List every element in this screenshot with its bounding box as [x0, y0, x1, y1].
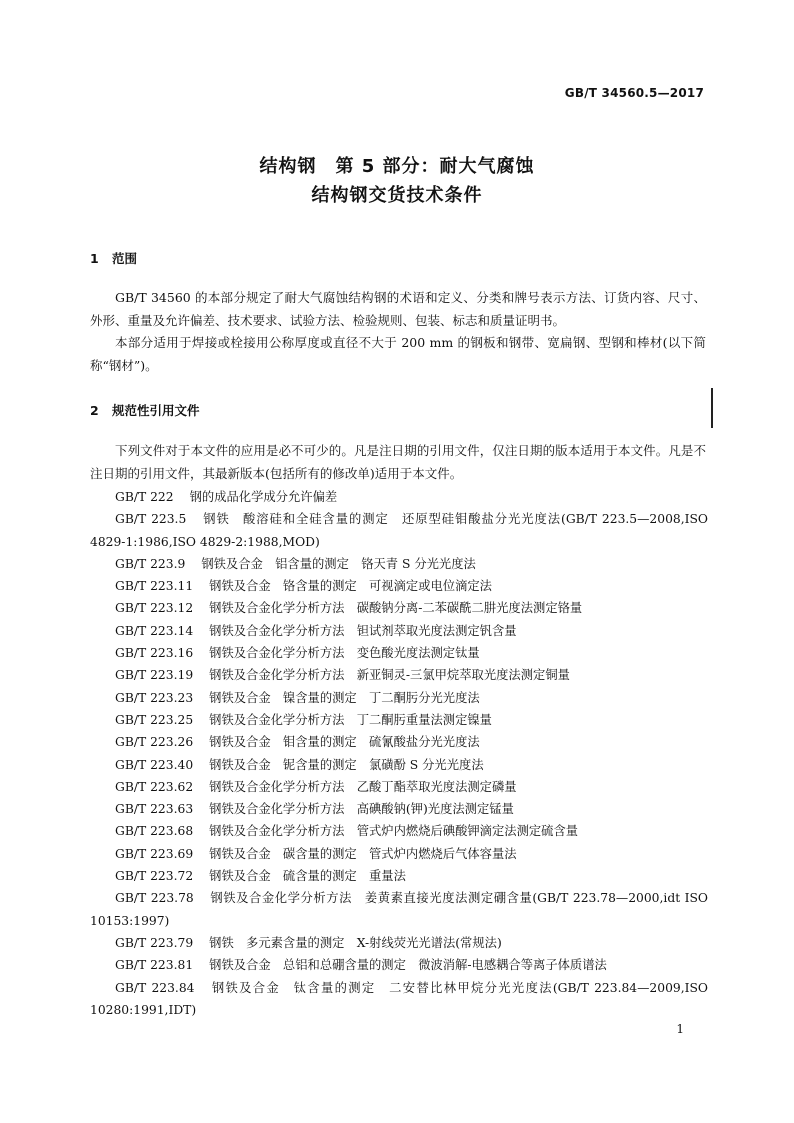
reference-item: [90, 820, 708, 842]
section-2-title: 规范性引用文件: [112, 403, 200, 418]
reference-code: GB/T 223.14: [115, 623, 194, 638]
section-1-number: 1: [90, 251, 99, 266]
reference-code: GB/T 223.62: [115, 779, 194, 794]
reference-item: [90, 776, 708, 798]
reference-title: 钢铁及合金化学分析方法 变色酸光度法测定钛量: [209, 646, 480, 661]
reference-item: [90, 620, 708, 642]
scope-paragraph-1: GB/T 34560 的本部分规定了耐大气腐蚀结构钢的术语和定义、分类和牌号表示方法、订货内容、尺寸、外形、重量及允许偏差、技术要求、试验方法、检验规则、包装、标志和质量证明书。: [90, 290, 706, 328]
reference-title: 钢铁 酸溶硅和全硅含量的测定 还原型硅钼酸盐分光光度法(GB/T 223.5—2008,ISO 4829-1:1986,ISO 4829-2:1988,MOD): [90, 512, 712, 549]
reference-title: 钢铁及合金 铝含量的测定 铬天青 S 分光光度法: [201, 556, 476, 571]
reference-item: [90, 575, 708, 597]
reference-item: [90, 664, 708, 686]
reference-title: 钢铁及合金化学分析方法 管式炉内燃烧后碘酸钾滴定法测定硫含量: [209, 824, 579, 839]
reference-item: [90, 731, 708, 753]
reference-item: [90, 798, 708, 820]
reference-item: [90, 843, 708, 865]
reference-title: 钢铁及合金化学分析方法 钽试剂萃取光度法测定钒含量: [209, 623, 517, 638]
reference-code: GB/T 222: [115, 490, 174, 504]
reference-title: 钢铁及合金化学分析方法 姜黄素直接光度法测定硼含量(GB/T 223.78—2000,idt ISO 10153:1997): [90, 891, 712, 928]
reference-code: GB/T 223.84: [115, 980, 195, 995]
reference-code: GB/T 223.78: [115, 891, 194, 906]
reference-item: [90, 754, 708, 776]
reference-item: [90, 887, 712, 932]
reference-code: GB/T 223.9: [115, 556, 186, 571]
reference-code: GB/T 223.16: [115, 646, 194, 661]
standard-code: GB/T 34560.5—2017: [564, 86, 704, 100]
reference-title: 钢铁及合金 硫含量的测定 重量法: [209, 869, 406, 884]
reference-code: GB/T 223.81: [115, 958, 194, 973]
reference-code: GB/T 223.11: [115, 579, 194, 594]
reference-title: 钢铁及合金化学分析方法 碳酸钠分离-二苯碳酰二肼光度法测定铬量: [209, 601, 583, 616]
reference-title: 钢铁及合金化学分析方法 乙酸丁酯萃取光度法测定磷量: [209, 779, 517, 794]
reference-code: GB/T 223.63: [115, 802, 194, 817]
reference-title: 钢铁 多元素含量的测定 X-射线荧光光谱法(常规法): [209, 935, 502, 950]
references-intro: 下列文件对于本文件的应用是必不可少的。凡是注日期的引用文件，仅注日期的版本适用于本文件。凡是不注日期的引用文件，其最新版本(包括所有的修改单)适用于本文件。: [90, 443, 706, 481]
reference-code: GB/T 223.5: [115, 512, 187, 527]
scope-paragraph-2: 本部分适用于焊接或栓接用公称厚度或直径不大于 200 mm 的钢板和钢带、宽扁钢、型钢和棒材(以下简称“钢材”)。: [90, 335, 706, 373]
reference-title: 钢铁及合金 铬含量的测定 可视滴定或电位滴定法: [209, 579, 492, 594]
section-1-heading: [90, 249, 137, 267]
reference-item: [90, 642, 708, 664]
reference-title: 钢铁及合金 钼含量的测定 硫氰酸盐分光光度法: [209, 735, 480, 750]
reference-item: [90, 977, 712, 1022]
reference-item: [90, 687, 708, 709]
section-2-heading: [90, 401, 200, 419]
document-title-line1: 结构钢 第 5 部分：耐大气腐蚀: [259, 156, 535, 177]
reference-item: [90, 508, 712, 553]
reference-title: 钢的成品化学成分允许偏差: [189, 490, 338, 504]
reference-list: [90, 486, 712, 1021]
reference-code: GB/T 223.25: [115, 712, 194, 727]
reference-code: GB/T 223.68: [115, 824, 194, 839]
reference-code: GB/T 223.72: [115, 869, 194, 884]
revision-bar: [711, 388, 713, 428]
reference-code: GB/T 223.12: [115, 601, 194, 616]
reference-item: [90, 932, 708, 954]
reference-item: [90, 597, 708, 619]
reference-item: [90, 553, 708, 575]
reference-code: GB/T 223.79: [115, 935, 194, 950]
reference-title: 钢铁及合金 总铝和总硼含量的测定 微波消解-电感耦合等离子体质谱法: [209, 958, 607, 973]
reference-code: GB/T 223.23: [115, 690, 194, 705]
reference-title: 钢铁及合金化学分析方法 新亚铜灵-三氯甲烷萃取光度法测定铜量: [209, 668, 570, 683]
document-title-line2: 结构钢交货技术条件: [311, 185, 483, 206]
reference-code: GB/T 223.40: [115, 757, 194, 772]
reference-item: [90, 954, 708, 976]
reference-code: GB/T 223.26: [115, 735, 194, 750]
reference-title: 钢铁及合金 碳含量的测定 管式炉内燃烧后气体容量法: [209, 846, 517, 861]
reference-title: 钢铁及合金 镍含量的测定 丁二酮肟分光光度法: [209, 690, 480, 705]
reference-title: 钢铁及合金化学分析方法 丁二酮肟重量法测定镍量: [209, 712, 492, 727]
reference-item: [90, 486, 708, 508]
reference-code: GB/T 223.69: [115, 846, 194, 861]
reference-item: [90, 709, 708, 731]
reference-title: 钢铁及合金化学分析方法 高碘酸钠(钾)光度法测定锰量: [209, 802, 514, 817]
section-2-number: 2: [90, 403, 99, 418]
page-number: 1: [676, 1022, 684, 1036]
reference-code: GB/T 223.19: [115, 668, 194, 683]
reference-item: [90, 865, 708, 887]
reference-title: 钢铁及合金 铌含量的测定 氯磺酚 S 分光光度法: [209, 757, 484, 772]
reference-title: 钢铁及合金 钛含量的测定 二安替比林甲烷分光光度法(GB/T 223.84—2009,ISO 10280:1991,IDT): [90, 980, 712, 1017]
section-1-title: 范围: [112, 251, 138, 266]
